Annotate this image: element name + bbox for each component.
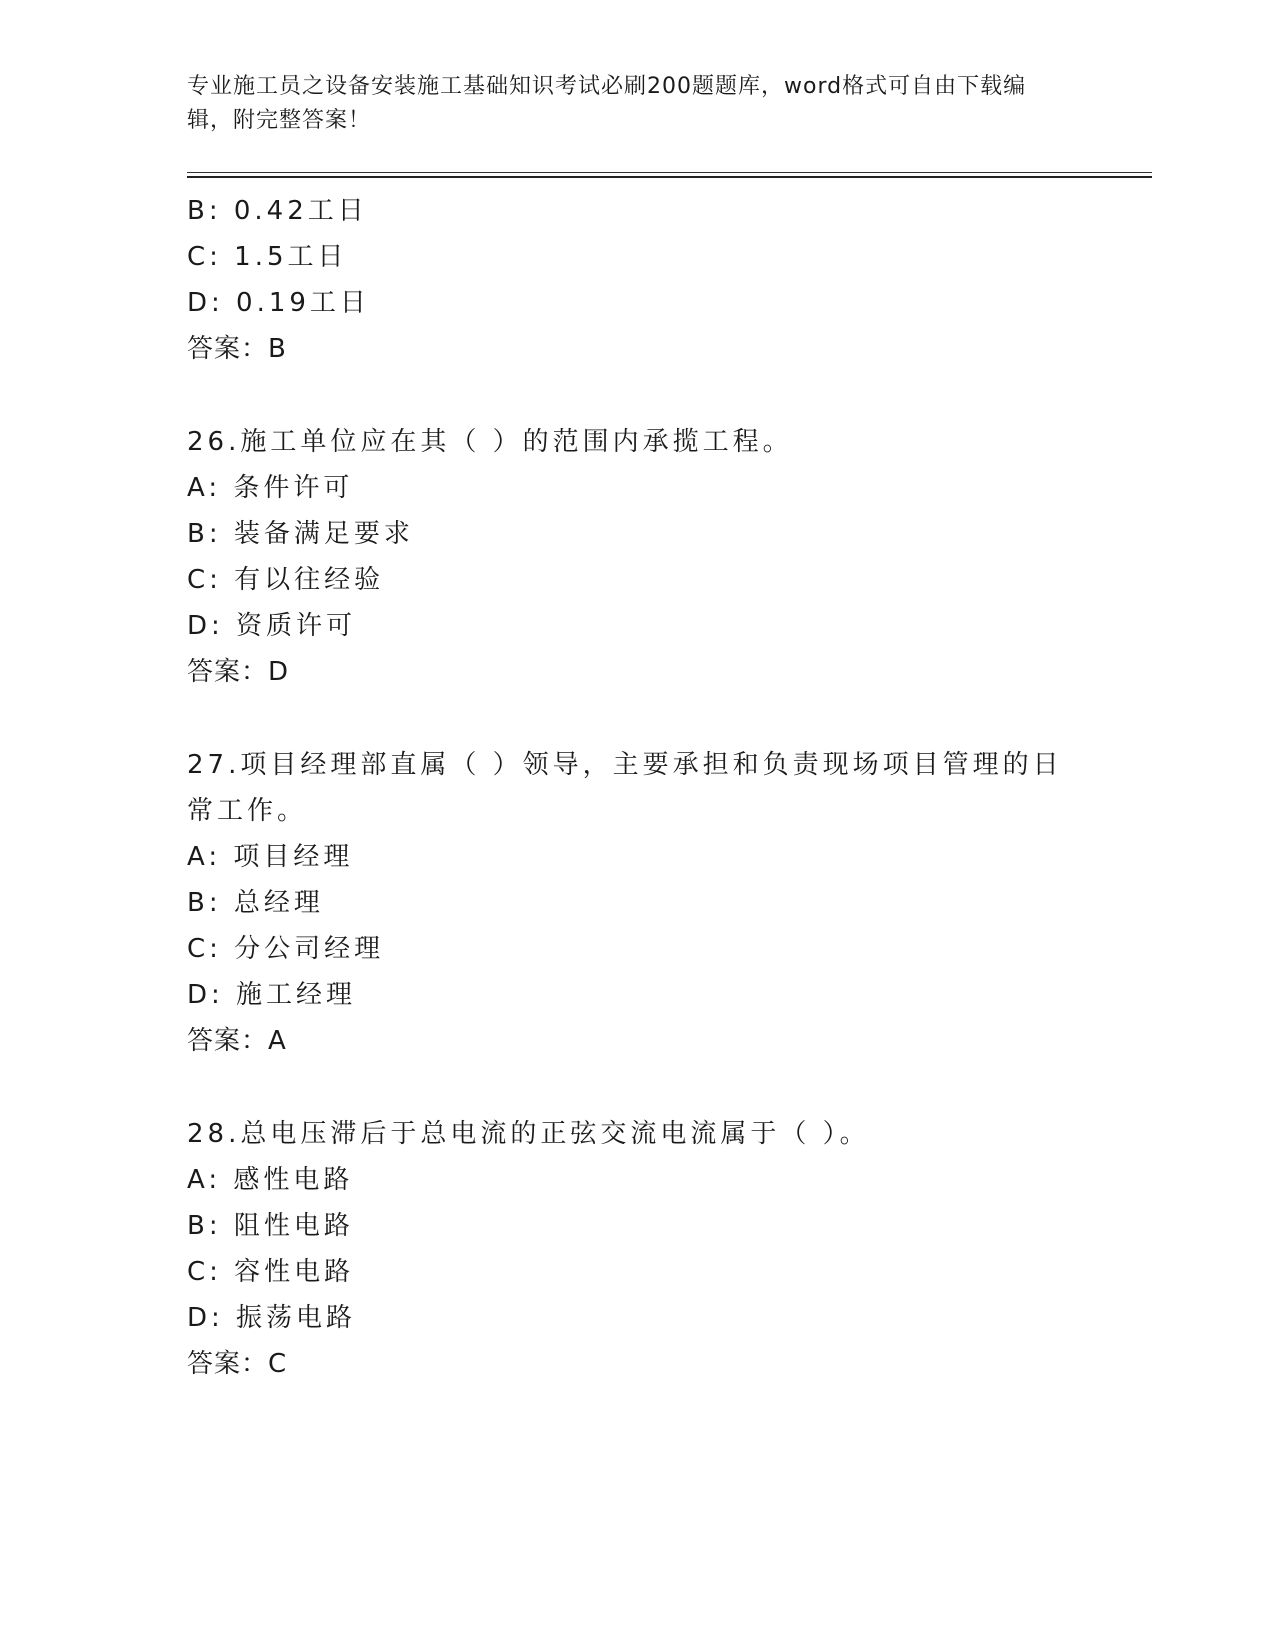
option-line: C: 分公司经理 [187, 934, 385, 964]
question-stem: 28.总电压滞后于总电流的正弦交流电流属于（ ）。 [187, 1119, 870, 1149]
question-27 [187, 742, 1087, 1064]
answer-line: 答案：D [187, 657, 290, 687]
question-28 [187, 1111, 1087, 1387]
question-stem: 27.项目经理部直属（ ）领导，主要承担和负责现场项目管理的日常工作。 [187, 750, 1063, 826]
question-stem: 26.施工单位应在其（ ）的范围内承揽工程。 [187, 427, 793, 457]
answer-line: 答案：A [187, 1026, 287, 1056]
spacer [187, 1064, 1087, 1111]
option-line: A: 感性电路 [187, 1165, 354, 1195]
option-line: C: 1.5工日 [187, 242, 348, 272]
option-line: D: 振荡电路 [187, 1303, 357, 1333]
spacer [187, 695, 1087, 742]
option-line: B: 0.42工日 [187, 196, 368, 226]
answer-line: 答案：B [187, 334, 287, 364]
spacer [187, 372, 1087, 419]
answer-line: 答案：C [187, 1349, 288, 1379]
option-line: C: 有以往经验 [187, 565, 385, 595]
option-line: A: 条件许可 [187, 473, 354, 503]
option-line: B: 总经理 [187, 888, 324, 918]
option-line: C: 容性电路 [187, 1257, 355, 1287]
header-divider-top [187, 172, 1152, 173]
option-line: D: 0.19工日 [187, 288, 370, 318]
question-content [187, 188, 1087, 1387]
option-line: B: 阻性电路 [187, 1211, 354, 1241]
question-26 [187, 419, 1087, 695]
option-line: D: 施工经理 [187, 980, 357, 1010]
previous-question-tail [187, 188, 1087, 372]
option-line: A: 项目经理 [187, 842, 354, 872]
document-header: 专业施工员之设备安装施工基础知识考试必刷200题题库，word格式可自由下载编辑，附完整答案！ [187, 74, 1027, 133]
header-divider-bottom [187, 176, 1152, 178]
option-line: D: 资质许可 [187, 611, 357, 641]
option-line: B: 装备满足要求 [187, 519, 414, 549]
